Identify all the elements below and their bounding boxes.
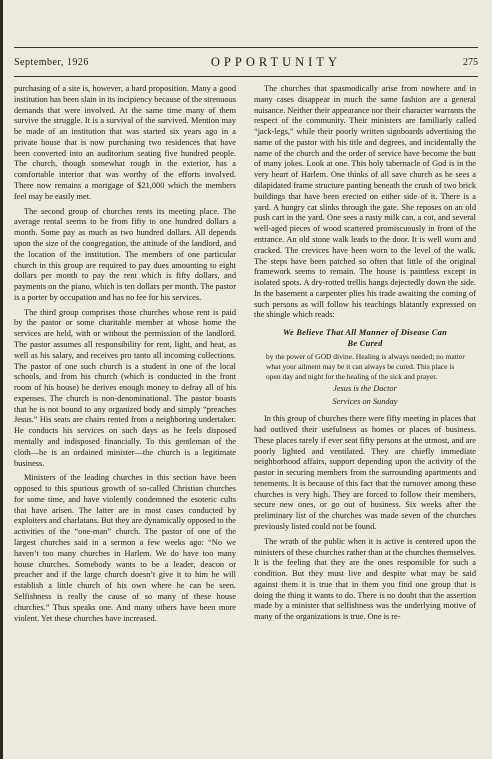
paragraph: In this group of churches there were fifty meeting in places that had outlived their usefulness as homes or places of business. These places rarely if ever seat fifty persons at the utmost, and are poorly lighted and ventilated. They are chiefly immediate neighborhood affairs, support depending upon the activity of the pastor in securing members from the surrounding apartments and tenements. It is because of this fact that the turnover among these churches is very high. They are forced to follow their members, secure new ones, or go out of business. Six weeks after the preliminary list of the churches was made seven of the churches previously listed could not be found. — [254, 414, 476, 531]
paragraph: The third group comprises those churches whose rent is paid by the pastor or some charitable member at whose home the services are held, with or without the permission of the landlord. The pastor assumes all responsibility for rent, light, and heat, as well as his salary, and receives pro tanto all incoming collections. The pastor of one such church is a student in one of the local schools, and from his church (which is conducted in the front room of his house) he derives enough money to defray all of his expenses. The church is non-denominational. The pastor boasts that he is not bound to any organized body and simply “preaches Jesus.” His seats are chairs rented from a neighboring undertaker. He conducts his services on such days as he feels disposed mentally and indisposed financially. To this gentleman of the cloth—he is an ordained minister—the church is a legitimate business. — [14, 307, 236, 468]
running-head — [14, 52, 478, 72]
sign-tagline-2: Services on Sunday — [332, 396, 398, 406]
left-column — [14, 84, 236, 755]
sign-body: by the power of GOD divine. Healing is always needed; no matter what your ailment may be it can always be cured. This place is open day and night for the healing of the sick and prayer. — [266, 352, 465, 382]
sign-title-line-2: Be Cured — [347, 338, 383, 348]
header-magazine-title: OPPORTUNITY — [210, 54, 341, 69]
paragraph: The wrath of the public when it is active is centered upon the ministers of these churches rather than at the churches themselves. It is the feeling that they are the ones responsible for such a condition. But they must live and despite what may be said against them it is true that in them you find one group that is doing the thing it wants to do. There is no doubt that the assertion made by a minister that selfishness was the underlying motive of many of the organizations is true. One is re- — [254, 536, 476, 622]
church-sign-quote — [254, 328, 476, 407]
paragraph: The churches that spasmodically arise from nowhere and in many cases disappear in much the same fashion are a general nuisance. Neither their appearance nor their character warrants the respect of the community. Their ministers are familiarly called “jack-legs,” while their poorly written signboards advertising the name of the pastor with his title and degrees, and incidentally the name of the church and the order of service have become the butt of many jokes. Look at one. This holy tabernacle of God is in the very heart of Harlem. One thinks of all save church as he sees a dilapidated frame structure panting beneath the crush of two brick buildings that have been erected on either side of it. There is a yard. A hungry cat slinks through the gate. She reposes on an old push cart in the yard. One sees a rusty milk can, a cot, and several well-aged pieces of wood scattered promiscuously in front of the entrance. An old stone walk leads to the door. It is well worn and cracked. The crevices have been worn to the level of the walk. The steps have been patched so often that little of the original framework seems to remain. The house is paintless except in isolated spots. A dry-rotted trellis hangs dejectedly down the side. In the basement a carpenter plies his trade awaiting the coming of such persons as will follow his teachings blatantly expressed on the shingle which reads: — [254, 84, 476, 320]
header-rule-bottom — [14, 76, 478, 77]
right-column — [254, 84, 476, 755]
header-rule-top — [14, 47, 478, 48]
header-page-number: 275 — [463, 56, 478, 68]
text-columns — [14, 84, 476, 755]
sign-title-line-1: We Believe That All Manner of Disease Can — [282, 328, 448, 338]
page-binding-shadow — [0, 0, 3, 759]
header-date: September, 1926 — [14, 56, 89, 68]
sign-tagline-1: Jesus is the Doctor — [333, 384, 397, 394]
paragraph: Ministers of the leading churches in this section have been opposed to this spurious growth of so-called Christian churches for some time, and have violently condemned the esoteric cults that have arisen. The latter are in most cases conducted by exploiters and charlatans. But they are dynamically opposed to the activities of the “one-man” church. The pastor of one of the largest churches said in a sermon a few weeks ago: “No we haven’t too many churches in Harlem. We do have too many house churches. Somebody wants to be a leader, deacon or preacher and if the large church doesn’t give it to him he will establish a little church of his own where he can be seen. Selfishness is really the cause of so many of these house churches.” Thus speaks one. And many others have been more violent. Yet these churches have increased. — [14, 473, 236, 623]
paragraph: purchasing of a site is, however, a hard proposition. Many a good institution has been slain in its incipiency because of the strenuous demands that were involved. At the same time many of them survive the struggle. It is a survival of the survived. Mention may be made of an institution that was started six years ago in a private house that is now purchasing two residences that have been converted into an auditorium seating five hundred people. The church, though somewhat rough in the exterior, has a comfortable interior that was worthy of the efforts involved. There now remains a mortgage of $21,000 which the members feel may be easily met. — [14, 84, 236, 201]
paragraph: The second group of churches rents its meeting place. The average rental seems to be from fifty to one hundred dollars a month. Some pay as much as two hundred dollars. All depends upon the size of the congregation, the attitude of the landlord, and the location of the institution. The members of one particular church in this group are required to pay dues amounting to eight dollars per month to pay the rent which is fifty dollars, and payments on the piano, which is ten dollars per month. The pastor is a porter by occupation and has no fee for his services. — [14, 206, 236, 302]
